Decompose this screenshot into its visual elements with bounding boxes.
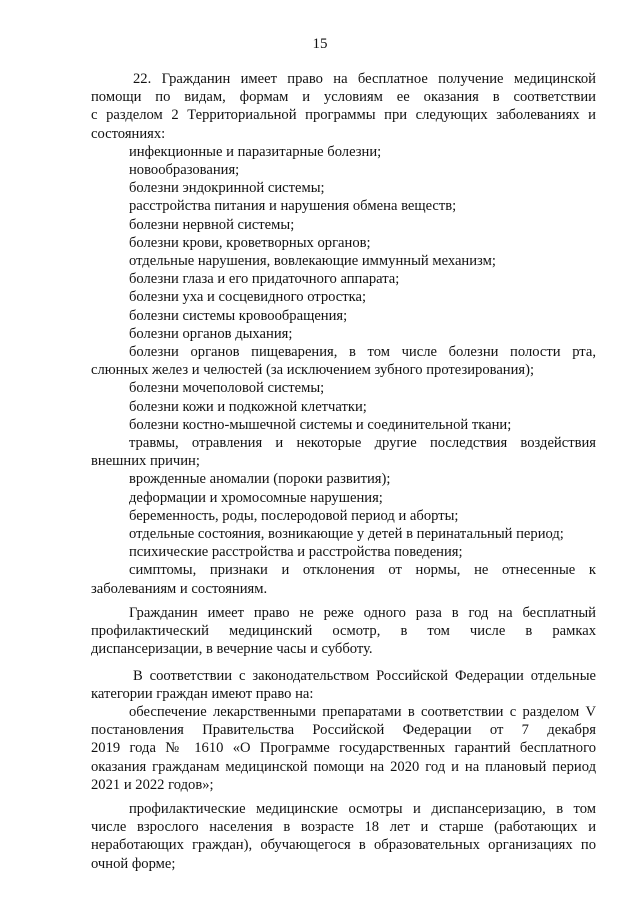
checkups-line1: профилактические медицинские осмотры и диспансеризацию, в том	[129, 800, 596, 817]
list-item: новообразования;	[129, 162, 240, 179]
drugs-line4: оказания гражданам медицинской помощи на 2020 год и на плановый период	[91, 758, 596, 775]
list-item: болезни органов дыхания;	[129, 325, 293, 342]
injuries-line2: внешних причин;	[91, 453, 200, 470]
list-item: отдельные нарушения, вовлекающие иммунный механизм;	[129, 253, 496, 270]
symptoms-line2: заболеваниям и состояниям.	[91, 580, 268, 597]
injuries-line1: травмы, отравления и некоторые другие последствия воздействия	[129, 435, 596, 452]
symptoms-line1: симптомы, признаки и отклонения от нормы, не отнесенные к	[129, 562, 596, 579]
list-item: болезни эндокринной системы;	[129, 180, 325, 197]
prophylaxis-line2: профилактический медицинский осмотр, в том числе в рамках	[91, 623, 596, 640]
checkups-line4: очной форме;	[91, 855, 176, 872]
list-item: деформации и хромосомные нарушения;	[129, 489, 383, 506]
law-line2: категории граждан имеют право на:	[91, 685, 314, 702]
checkups-line3: неработающих граждан), обучающегося в образовательных организациях по	[91, 837, 596, 854]
drugs-line1: обеспечение лекарственными препаратами в соответствии с разделом V	[129, 703, 596, 720]
list-item: болезни мочеполовой системы;	[129, 380, 325, 397]
list-item: психические расстройства и расстройства поведения;	[129, 544, 463, 561]
prophylaxis-line3: диспансеризации, в вечерние часы и субботу.	[91, 641, 373, 658]
drugs-line5: 2021 и 2022 годов»;	[91, 776, 214, 793]
digestive-line2: слюнных желез и челюстей (за исключением зубного протезирования);	[91, 362, 535, 379]
drugs-line2: постановления Правительства Российской Федерации от 7 декабря	[91, 722, 596, 739]
page-number: 15	[312, 36, 328, 52]
list-item: болезни уха и сосцевидного отростка;	[129, 289, 367, 306]
digestive-line1: болезни органов пищеварения, в том числе болезни полости рта,	[129, 344, 596, 361]
list-item: болезни кожи и подкожной клетчатки;	[129, 398, 367, 415]
list-item: болезни глаза и его придаточного аппарата;	[129, 271, 400, 288]
para22-line4: состояниях:	[91, 125, 166, 142]
list-item: болезни костно-мышечной системы и соединительной ткани;	[129, 416, 512, 433]
drugs-line3: 2019 года № 1610 «О Программе государственных гарантий бесплатного	[91, 740, 596, 757]
list-item: болезни системы кровообращения;	[129, 307, 348, 324]
list-item: врожденные аномалии (пороки развития);	[129, 471, 391, 488]
list-item: болезни крови, кроветворных органов;	[129, 234, 371, 251]
para22-line3: с разделом 2 Территориальной программы при следующих заболеваниях и	[91, 107, 596, 124]
checkups-line2: числе взрослого населения в возрасте 18 лет и старше (работающих и	[91, 819, 596, 836]
document-body	[91, 70, 596, 873]
list-item: беременность, роды, послеродовой период и аборты;	[129, 507, 459, 524]
list-item: расстройства питания и нарушения обмена веществ;	[129, 198, 457, 215]
list-item: болезни нервной системы;	[129, 216, 295, 233]
list-item: отдельные состояния, возникающие у детей в перинатальный период;	[129, 526, 564, 543]
para22-line1: 22. Гражданин имеет право на бесплатное получение медицинской	[133, 71, 596, 87]
para22-line2: помощи по видам, формам и условиям ее оказания в соответствии	[91, 89, 596, 106]
prophylaxis-line1: Гражданин имеет право не реже одного раза в год на бесплатный	[129, 604, 596, 621]
law-line1: В соответствии с законодательством Российской Федерации отдельные	[133, 667, 596, 684]
list-item: инфекционные и паразитарные болезни;	[129, 143, 382, 160]
